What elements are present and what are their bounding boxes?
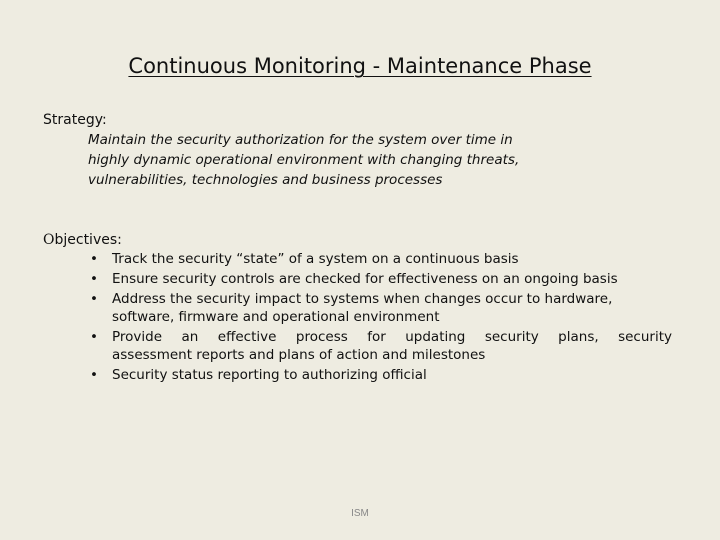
list-item-text: Address the security impact to systems when changes occur to hardware, — [112, 291, 613, 307]
list-item — [88, 270, 672, 288]
list-item — [88, 366, 672, 384]
objectives-label-initial: O — [43, 232, 55, 248]
strategy-line: vulnerabilities, technologies and business processes — [88, 172, 443, 188]
strategy-label: Strategy: — [43, 112, 107, 128]
strategy-line: Maintain the security authorization for the system over time in — [88, 132, 513, 148]
list-item — [88, 290, 672, 326]
strategy-text — [88, 130, 608, 190]
bullet-icon: • — [90, 367, 98, 383]
bullet-icon: • — [90, 271, 98, 287]
list-item-text: software, firmware and operational environment — [112, 309, 440, 325]
list-item — [88, 250, 672, 268]
list-item-text: Track the security “state” of a system on a continuous basis — [112, 251, 519, 267]
strategy-line: highly dynamic operational environment with changing threats, — [88, 152, 520, 168]
list-item-text: Security status reporting to authorizing official — [112, 367, 427, 383]
bullet-icon: • — [90, 291, 98, 307]
list-item-text: Ensure security controls are checked for effectiveness on an ongoing basis — [112, 271, 618, 287]
list-item — [88, 328, 672, 364]
objectives-label-rest: bjectives: — [54, 232, 122, 248]
objectives-list — [88, 250, 672, 386]
bullet-icon: • — [90, 251, 98, 267]
list-item-text: assessment reports and plans of action and milestones — [112, 347, 486, 363]
objectives-label — [43, 230, 122, 250]
list-item-text: Provide an effective process for updating security plans, security — [112, 329, 672, 345]
bullet-icon: • — [90, 329, 98, 345]
slide-title: Continuous Monitoring - Maintenance Phase — [128, 54, 592, 78]
footer-label: ISM — [351, 508, 369, 519]
